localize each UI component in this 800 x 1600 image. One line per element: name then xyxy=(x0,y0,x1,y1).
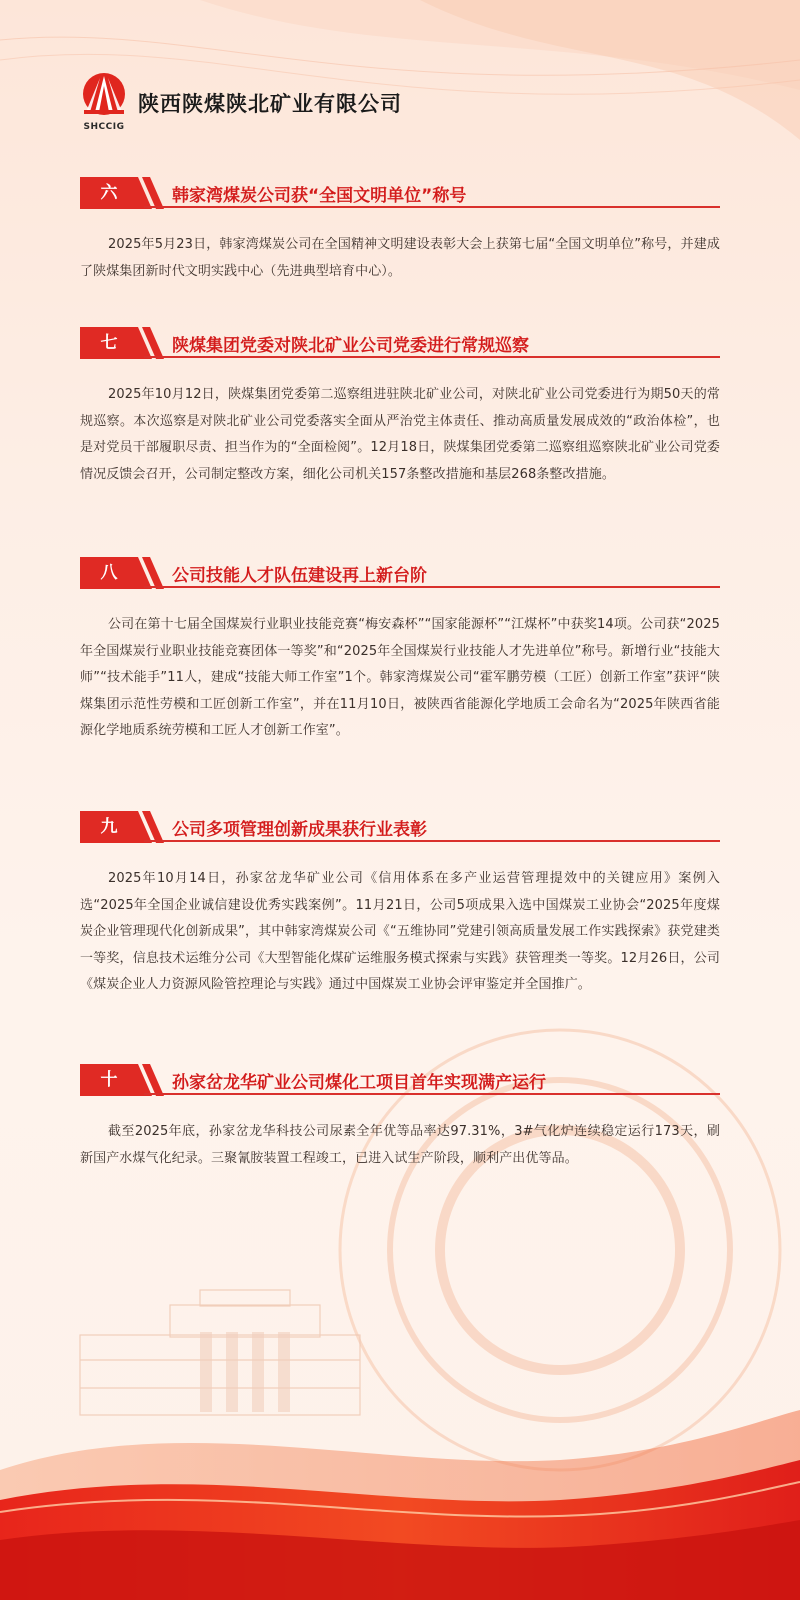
section-header xyxy=(80,557,720,589)
section-number: 九 xyxy=(100,817,118,837)
section-title: 公司多项管理创新成果获行业表彰 xyxy=(172,820,427,840)
section-title: 韩家湾煤炭公司获“全国文明单位”称号 xyxy=(172,186,467,206)
section-title: 公司技能人才队伍建设再上新台阶 xyxy=(172,566,427,586)
logo-mark xyxy=(78,72,130,122)
section-number: 六 xyxy=(100,183,118,203)
section-10 xyxy=(80,1064,720,1172)
section-body: 2025年10月14日，孙家岔龙华矿业公司《信用体系在多产业运营管理提效中的关键应用》案例入选“2025年全国企业诚信建设优秀实践案例”。11月21日，公司5项成果入选中国煤炭工业协会“2025年度煤炭企业管理现代化创新成果”，其中韩家湾煤炭公司《“五维协同”党建引领高质量发展工作实践探索》获党建类一等奖，信息技术运维分公司《大型智能化煤矿运维服务模式探索与实践》获管理类一等奖。12月26日，公司《煤炭企业人力资源风险管控理论与实践》通过中国煤炭工业协会评审鉴定并全国推广。 xyxy=(80,871,720,992)
section-header xyxy=(80,327,720,359)
section-8 xyxy=(80,557,720,745)
section-header xyxy=(80,811,720,843)
logo-text: SHCCIG xyxy=(83,122,125,132)
section-underline xyxy=(144,840,720,842)
header xyxy=(78,72,402,136)
section-underline xyxy=(144,1093,720,1095)
section-body: 2025年10月12日，陕煤集团党委第二巡察组进驻陕北矿业公司，对陕北矿业公司党委进行为期50天的常规巡察。本次巡察是对陕北矿业公司党委落实全面从严治党主体责任、推动高质量发展成效的“政治体检”，也是对党员干部履职尽责、担当作为的“全面检阅”。12月18日，陕煤集团党委第二巡察组巡察陕北矿业公司党委情况反馈会召开，公司制定整改方案，细化公司机关157条整改措施和基层268条整改措施。 xyxy=(80,387,720,482)
section-underline xyxy=(144,206,720,208)
section-9 xyxy=(80,811,720,999)
section-header xyxy=(80,177,720,209)
section-underline xyxy=(144,586,720,588)
section-body: 公司在第十七届全国煤炭行业职业技能竞赛“梅安森杯”“国家能源杯”“江煤杯”中获奖14项。公司获“2025年全国煤炭行业职业技能竞赛团体一等奖”和“2025年全国煤炭行业技能人才先进单位”称号。新增行业“技能大师”“技术能手”11人，建成“技能大师工作室”1个。韩家湾煤炭公司“霍军鹏劳模（工匠）创新工作室”获评“陕煤集团示范性劳模和工匠创新工作室”，并在11月10日，被陕西省能源化学地质工会命名为“2025年陕西省能源化学地质系统劳模和工匠人才创新工作室”。 xyxy=(80,617,720,738)
section-underline xyxy=(144,356,720,358)
section-6 xyxy=(80,177,720,285)
section-title: 陕煤集团党委对陕北矿业公司党委进行常规巡察 xyxy=(172,336,529,356)
section-7 xyxy=(80,327,720,488)
section-header xyxy=(80,1064,720,1096)
section-number: 七 xyxy=(100,333,118,353)
section-body: 截至2025年底，孙家岔龙华科技公司尿素全年优等品率达97.31%，3#气化炉连续稳定运行173天，刷新国产水煤气化纪录。三聚氰胺装置工程竣工，已进入试生产阶段，顺利产出优等品。 xyxy=(80,1124,720,1166)
section-body: 2025年5月23日，韩家湾煤炭公司在全国精神文明建设表彰大会上获第七届“全国文明单位”称号，并建成了陕煤集团新时代文明实践中心（先进典型培育中心）。 xyxy=(80,237,720,279)
shccig-logo-icon xyxy=(78,72,130,136)
section-title: 孙家岔龙华矿业公司煤化工项目首年实现满产运行 xyxy=(172,1073,546,1093)
section-number: 十 xyxy=(100,1070,118,1090)
section-number: 八 xyxy=(100,563,118,583)
company-name: 陕西陕煤陕北矿业有限公司 xyxy=(138,92,402,116)
